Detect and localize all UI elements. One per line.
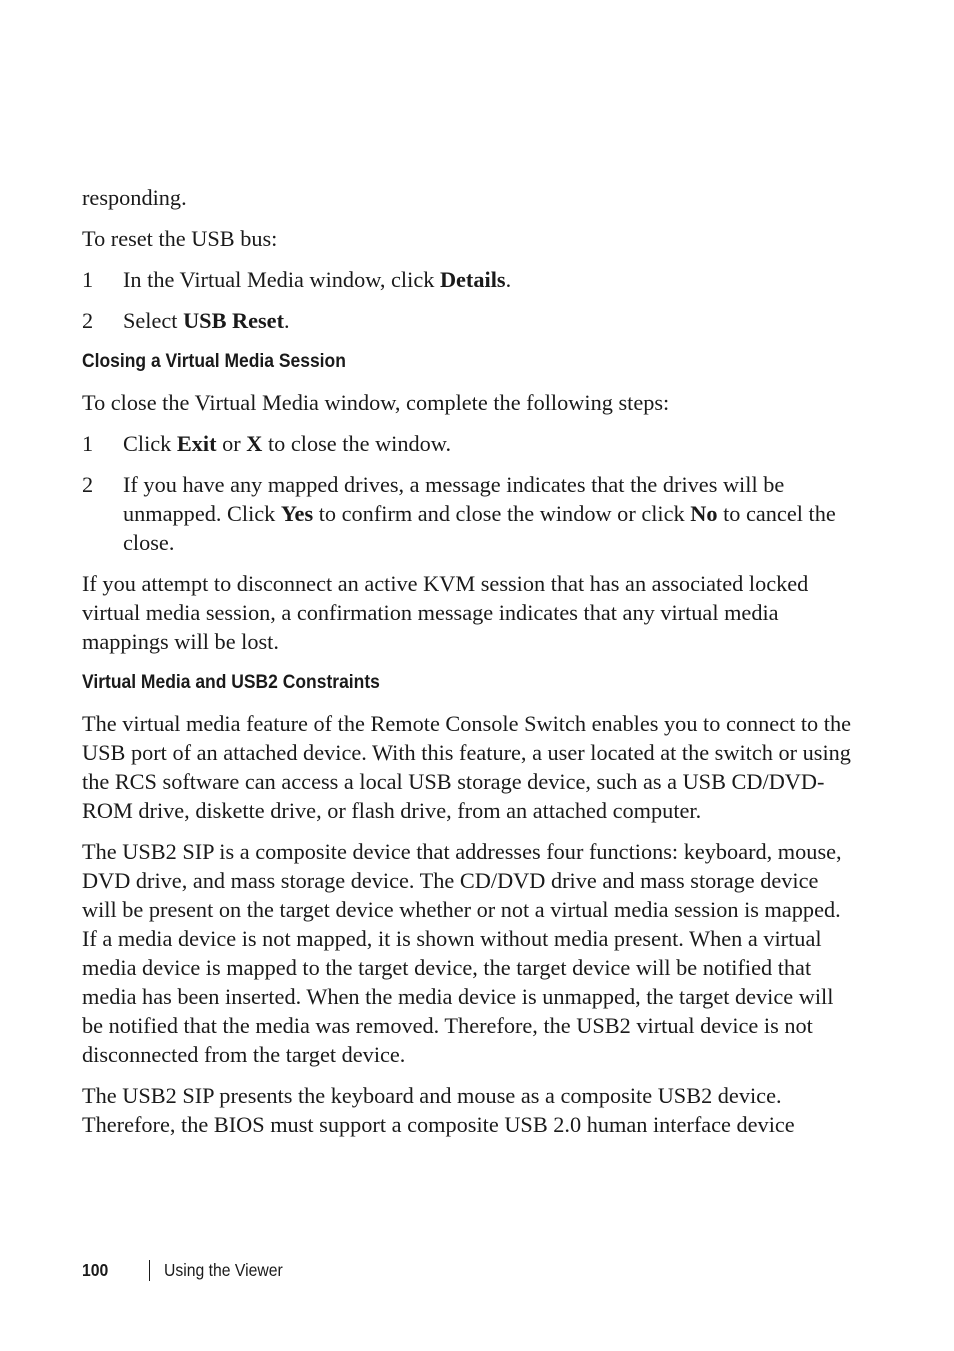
heading-usb2-constraints: Virtual Media and USB2 Constraints	[82, 672, 380, 693]
ui-term-details: Details	[439, 267, 506, 292]
step-text-part: to confirm and close the window or click	[313, 501, 691, 526]
step-2-unmap	[82, 470, 857, 557]
paragraph-closing-intro: To close the Virtual Media window, complete the following steps:	[82, 390, 670, 415]
step-text-part: to close the window.	[262, 431, 452, 456]
step-text-post: .	[284, 308, 290, 333]
step-text	[123, 429, 857, 458]
paragraph-kvm-note: If you attempt to disconnect an active KVM session that has an associated locked virtual media session, a confirmation message indicates that any virtual media mappings will be lost.	[82, 571, 809, 654]
step-text-part: If you have any mapped drives, a message indicates that the drives will be unmapped. Click	[123, 472, 785, 526]
step-text-part: Click	[123, 431, 177, 456]
ui-term-usb-reset: USB Reset	[183, 308, 285, 333]
step-text	[123, 306, 857, 335]
page-body	[82, 183, 857, 1151]
step-2-usb-reset	[82, 306, 857, 335]
step-1-details	[82, 265, 857, 294]
paragraph-reset-usb: To reset the USB bus:	[82, 226, 278, 251]
ui-term-yes: Yes	[280, 501, 314, 526]
step-1-exit	[82, 429, 857, 458]
ui-term-no: No	[690, 501, 718, 526]
paragraph-responding: responding.	[82, 185, 187, 210]
step-number: 2	[82, 472, 94, 497]
step-text-pre: Select	[123, 308, 184, 333]
footer-divider	[149, 1260, 150, 1281]
page-number: 100	[82, 1260, 109, 1280]
step-number: 1	[82, 431, 94, 456]
paragraph-virtual-media-feature: The virtual media feature of the Remote Console Switch enables you to connect to the USB port of an attached device. With this feature, a user located at the switch or using the RCS software can access a local USB storage device, such as a USB CD/DVD-ROM drive, diskette drive, or flash drive, from an attached computer.	[82, 711, 852, 823]
step-text	[123, 265, 857, 294]
ui-term-x: X	[246, 431, 263, 456]
step-number: 2	[82, 308, 94, 333]
step-text-part: or	[216, 431, 247, 456]
heading-closing-session: Closing a Virtual Media Session	[82, 351, 346, 372]
ui-term-exit: Exit	[176, 431, 217, 456]
paragraph-usb2-sip-bios: The USB2 SIP presents the keyboard and mouse as a composite USB2 device. Therefore, the BIOS must support a composite USB 2.0 human interface device	[82, 1083, 795, 1137]
step-number: 1	[82, 267, 94, 292]
step-text-post: .	[505, 267, 512, 292]
step-text	[123, 470, 857, 557]
step-text-part: to cancel the close.	[123, 501, 836, 555]
footer-section-title: Using the Viewer	[164, 1260, 283, 1280]
step-text-pre: In the Virtual Media window, click	[123, 267, 440, 292]
paragraph-usb2-sip-composite: The USB2 SIP is a composite device that addresses four functions: keyboard, mouse, DVD drive, and mass storage device. The CD/DVD drive and mass storage device will be present on the target device whether or not a virtual media session is mapped. If a media device is not mapped, it is shown without media present. When a virtual media device is mapped to the target device, the target device will be notified that media has been inserted. When the media device is unmapped, the target device will be notified that the media was removed. Therefore, the USB2 virtual device is not disconnected from the target device.	[82, 839, 842, 1067]
